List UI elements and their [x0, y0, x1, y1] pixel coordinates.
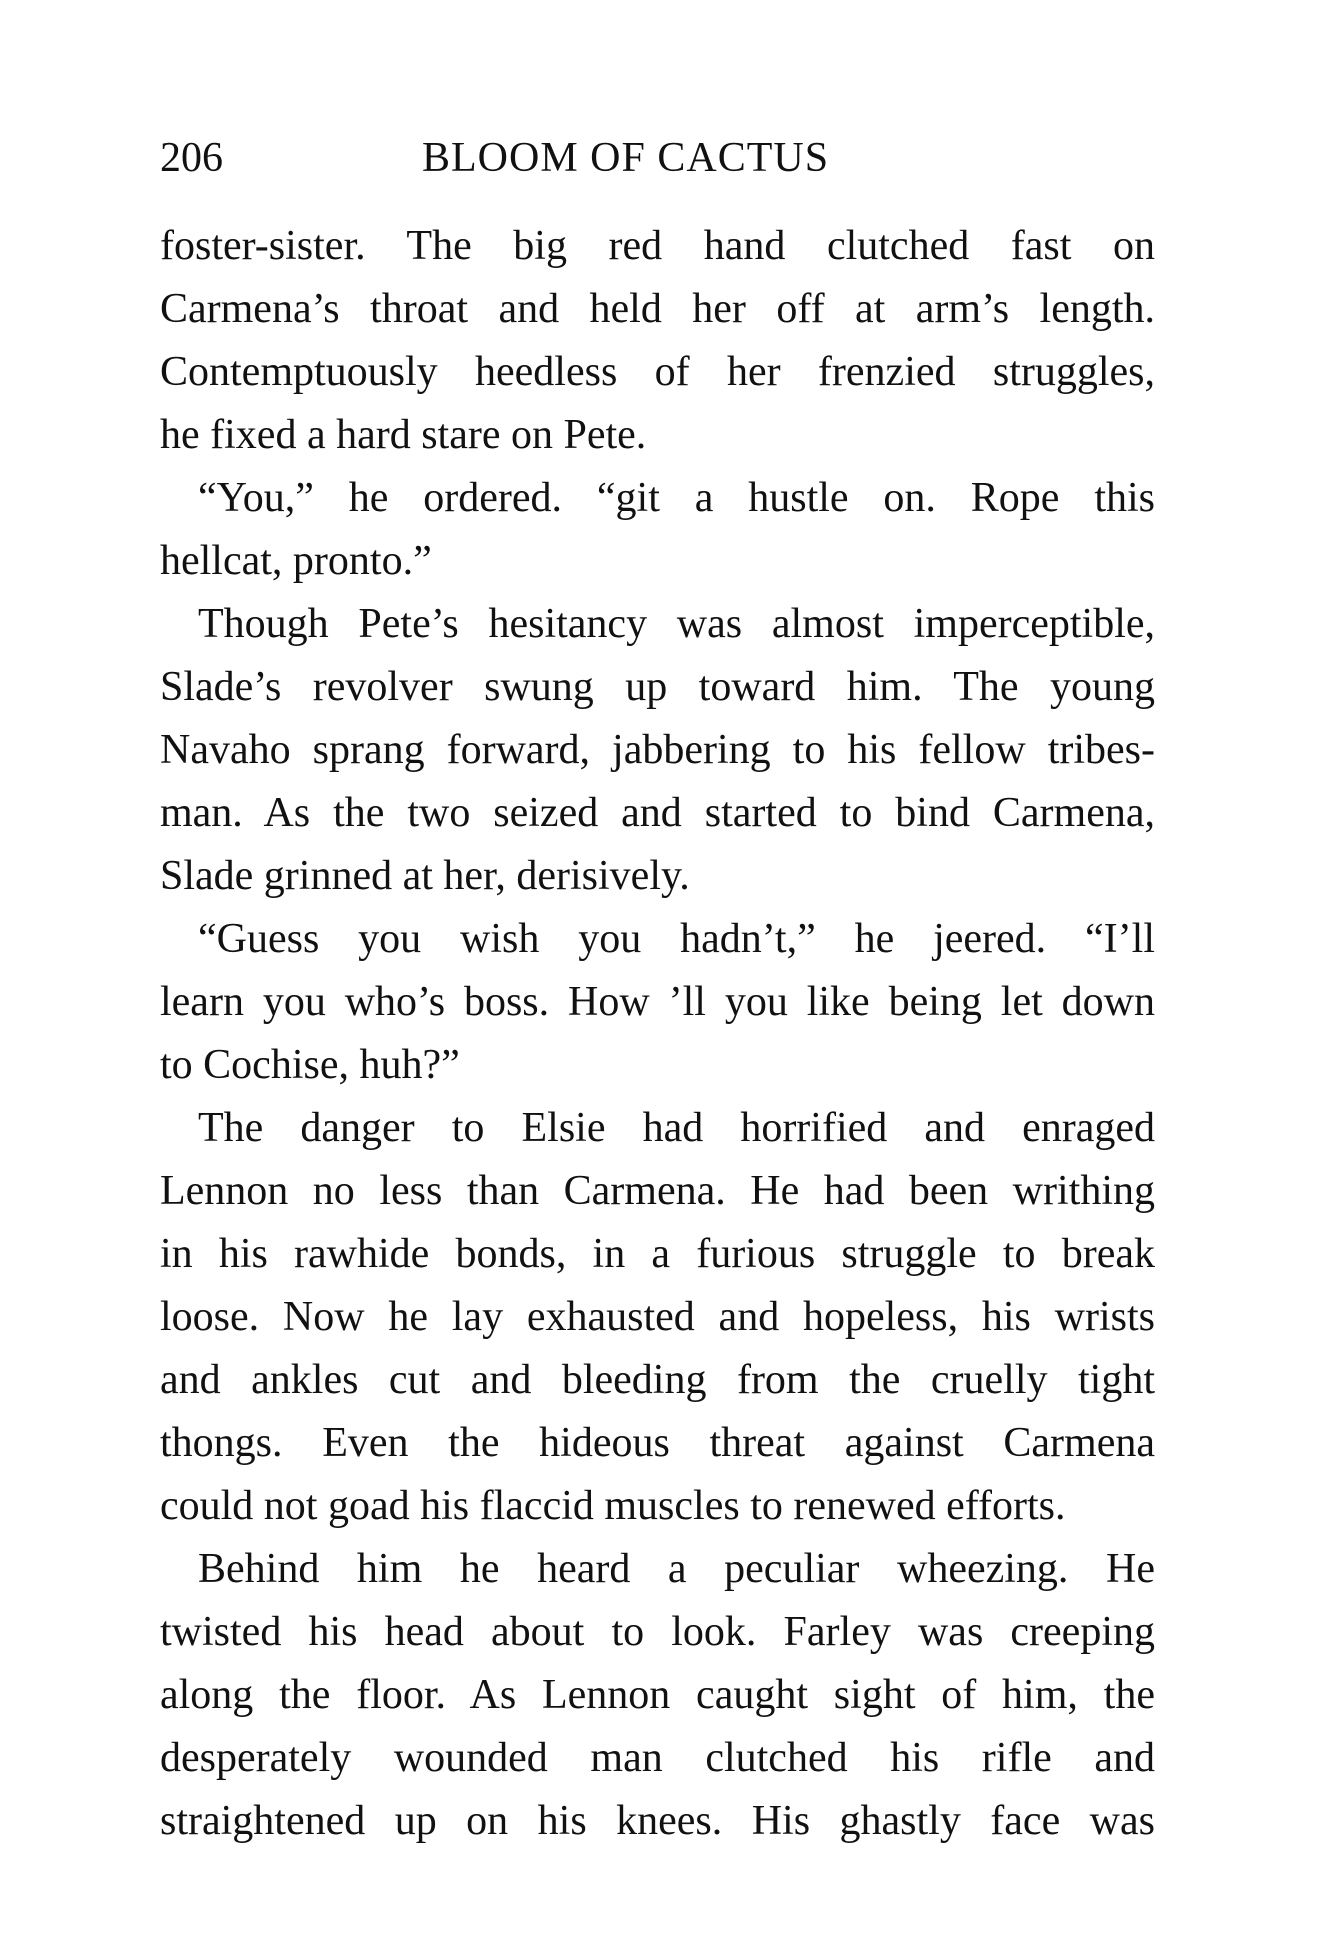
paragraph: [160, 1097, 1155, 1538]
text-line: in his rawhide bonds, in a furious struggle to break: [160, 1231, 1155, 1277]
text-line: twisted his head about to look. Farley was creeping: [160, 1609, 1155, 1655]
text-line: “You,” he ordered. “git a hustle on. Rope this: [198, 475, 1155, 521]
text-line: he fixed a hard stare on Pete.: [160, 412, 647, 458]
paragraph: [160, 593, 1155, 908]
text-line: Slade grinned at her, derisively.: [160, 853, 690, 899]
text-line: hellcat, pronto.”: [160, 538, 432, 584]
body-text: [160, 215, 1155, 1853]
text-line: to Cochise, huh?”: [160, 1042, 460, 1088]
paragraph: [160, 467, 1155, 593]
text-line: man. As the two seized and started to bind Carmena,: [160, 790, 1155, 836]
paragraph: [160, 908, 1155, 1097]
page-number: 206: [160, 135, 223, 181]
text-line: along the floor. As Lennon caught sight of him, the: [160, 1672, 1155, 1718]
text-line: desperately wounded man clutched his rifle and: [160, 1735, 1155, 1781]
text-line: could not goad his flaccid muscles to renewed efforts.: [160, 1483, 1066, 1529]
running-head: [160, 128, 1160, 188]
text-line: Navaho sprang forward, jabbering to his fellow tribes-: [160, 727, 1155, 773]
text-line: straightened up on his knees. His ghastly face was: [160, 1798, 1155, 1844]
paragraph: [160, 215, 1155, 467]
text-line: Contemptuously heedless of her frenzied struggles,: [160, 349, 1155, 395]
text-line: “Guess you wish you hadn’t,” he jeered. “I’ll: [198, 916, 1155, 962]
text-line: Lennon no less than Carmena. He had been writhing: [160, 1168, 1155, 1214]
text-line: foster-sister. The big red hand clutched fast on: [160, 223, 1155, 269]
text-line: learn you who’s boss. How ’ll you like being let down: [160, 979, 1155, 1025]
paragraph: [160, 1538, 1155, 1853]
text-line: and ankles cut and bleeding from the cruelly tight: [160, 1357, 1155, 1403]
text-line: Though Pete’s hesitancy was almost imperceptible,: [198, 601, 1155, 647]
text-line: Carmena’s throat and held her off at arm’s length.: [160, 286, 1155, 332]
running-title: BLOOM OF CACTUS: [422, 135, 830, 181]
text-line: Behind him he heard a peculiar wheezing. He: [198, 1546, 1155, 1592]
text-line: Slade’s revolver swung up toward him. The young: [160, 664, 1155, 710]
text-line: thongs. Even the hideous threat against Carmena: [160, 1420, 1155, 1466]
text-line: The danger to Elsie had horrified and enraged: [198, 1105, 1155, 1151]
text-line: loose. Now he lay exhausted and hopeless, his wrists: [160, 1294, 1155, 1340]
